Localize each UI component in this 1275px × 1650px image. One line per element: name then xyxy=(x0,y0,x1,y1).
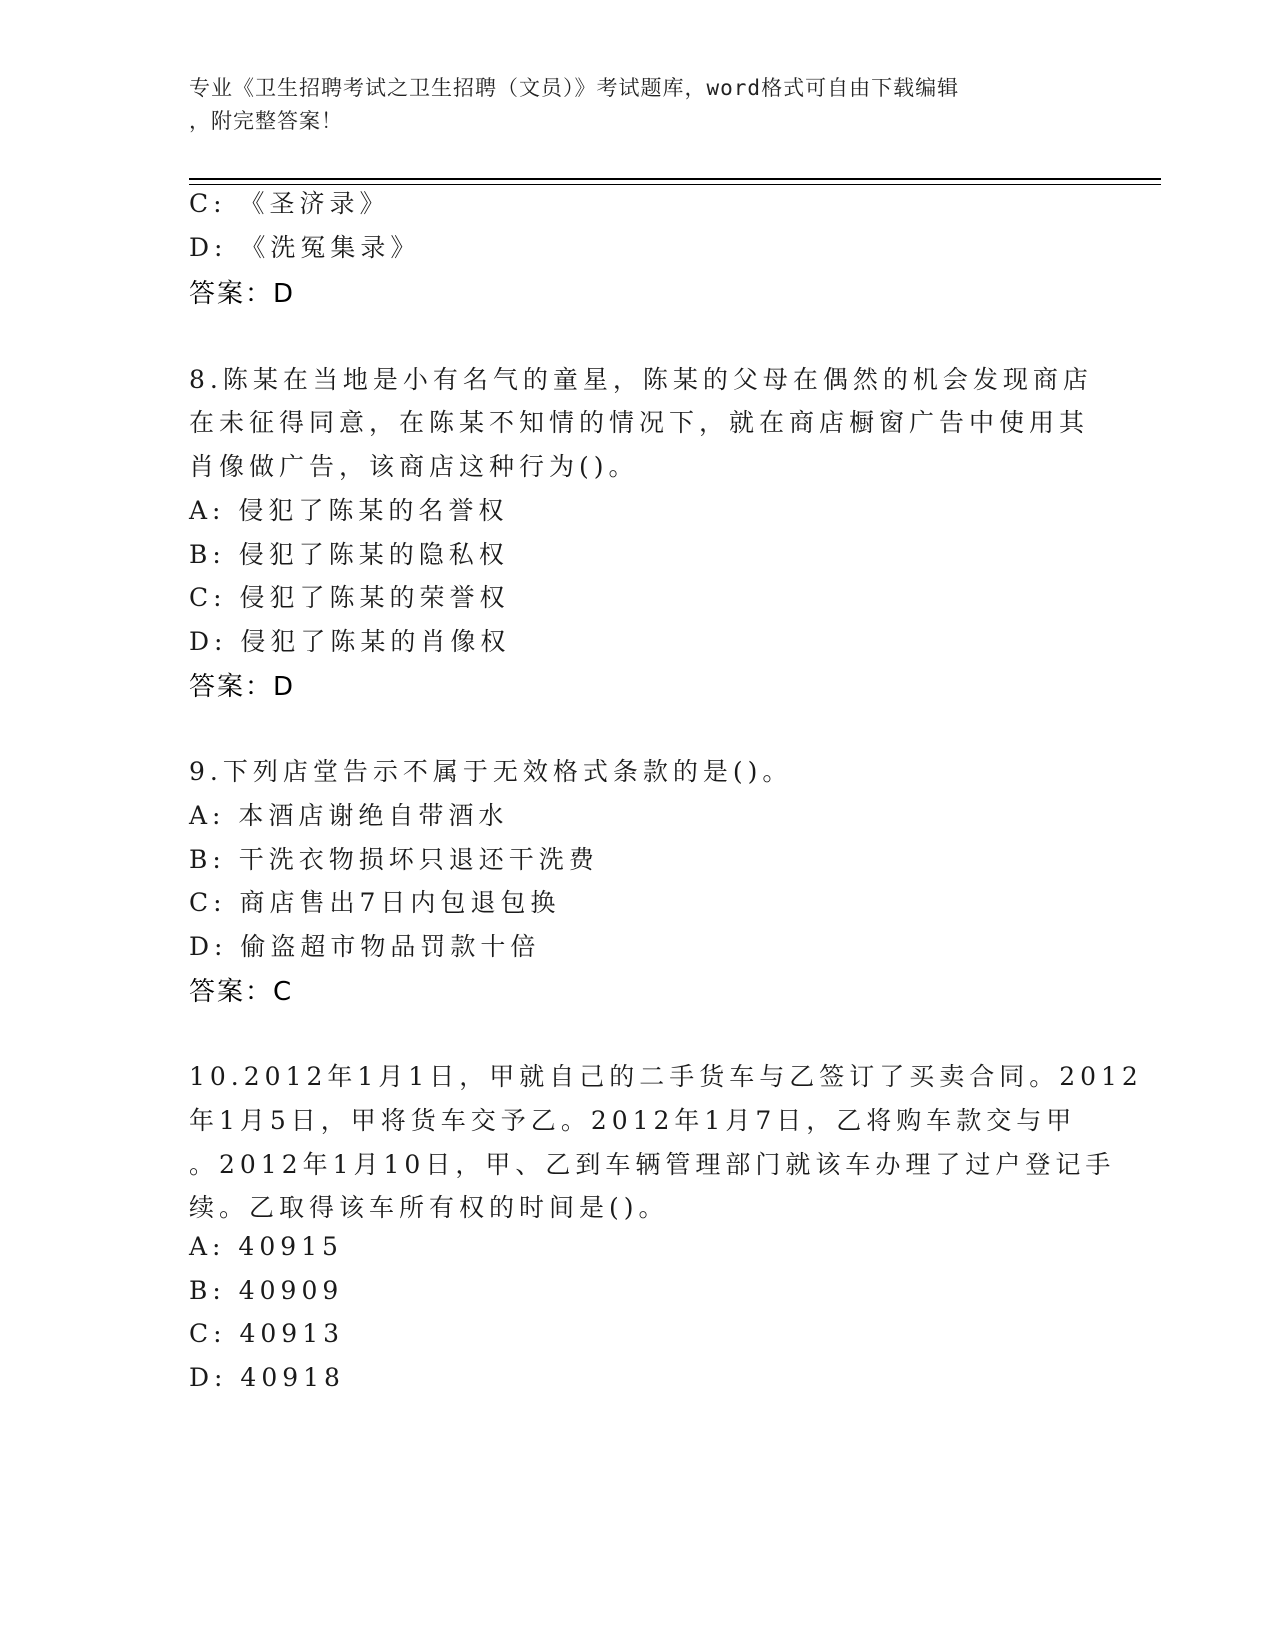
prev-answer: 答案：D xyxy=(189,279,296,309)
q8-option-b: B: 侵犯了陈某的隐私权 xyxy=(189,540,509,569)
q9-option-d: D: 偷盗超市物品罚款十倍 xyxy=(189,932,541,961)
q8-text-line-1: 8.陈某在当地是小有名气的童星，陈某的父母在偶然的机会发现商店 xyxy=(189,365,1093,394)
q10-text-line-1: 10.2012年1月1日，甲就自己的二手货车与乙签订了买卖合同。2012 xyxy=(189,1062,1143,1091)
q10-text-line-2: 年1月5日，甲将货车交予乙。2012年1月7日，乙将购车款交与甲 xyxy=(189,1106,1077,1135)
header-line-2: ，附完整答案！ xyxy=(189,109,343,133)
q8-option-a: A: 侵犯了陈某的名誉权 xyxy=(189,496,509,525)
q9-option-a: A: 本酒店谢绝自带酒水 xyxy=(189,801,509,830)
q9-option-c: C: 商店售出7日内包退包换 xyxy=(189,888,561,917)
header-divider-thick xyxy=(189,178,1161,180)
q8-option-d: D: 侵犯了陈某的肖像权 xyxy=(189,627,511,656)
q10-option-b: B: 40909 xyxy=(189,1276,344,1305)
q10-text-line-3: 。2012年1月10日，甲、乙到车辆管理部门就该车办理了过户登记手 xyxy=(189,1150,1116,1179)
prev-option-c: C: 《圣济录》 xyxy=(189,189,390,218)
q8-text-line-3: 肖像做广告，该商店这种行为()。 xyxy=(189,452,639,481)
q8-answer: 答案：D xyxy=(189,672,296,702)
q9-option-b: B: 干洗衣物损坏只退还干洗费 xyxy=(189,845,599,874)
document-header xyxy=(189,72,1089,138)
q10-option-a: A: 40915 xyxy=(189,1232,343,1261)
q10-text-line-4: 续。乙取得该车所有权的时间是()。 xyxy=(189,1193,669,1222)
q8-text-line-2: 在未征得同意，在陈某不知情的情况下，就在商店橱窗广告中使用其 xyxy=(189,408,1090,437)
q10-option-d: D: 40918 xyxy=(189,1363,345,1392)
q9-answer: 答案：C xyxy=(189,977,294,1007)
q8-option-c: C: 侵犯了陈某的荣誉权 xyxy=(189,583,510,612)
q9-text-line-1: 9.下列店堂告示不属于无效格式条款的是()。 xyxy=(189,757,793,786)
prev-option-d: D: 《洗冤集录》 xyxy=(189,233,421,262)
header-line-1: 专业《卫生招聘考试之卫生招聘（文员）》考试题库，word格式可自由下载编辑 xyxy=(189,76,960,100)
q10-option-c: C: 40913 xyxy=(189,1319,345,1348)
